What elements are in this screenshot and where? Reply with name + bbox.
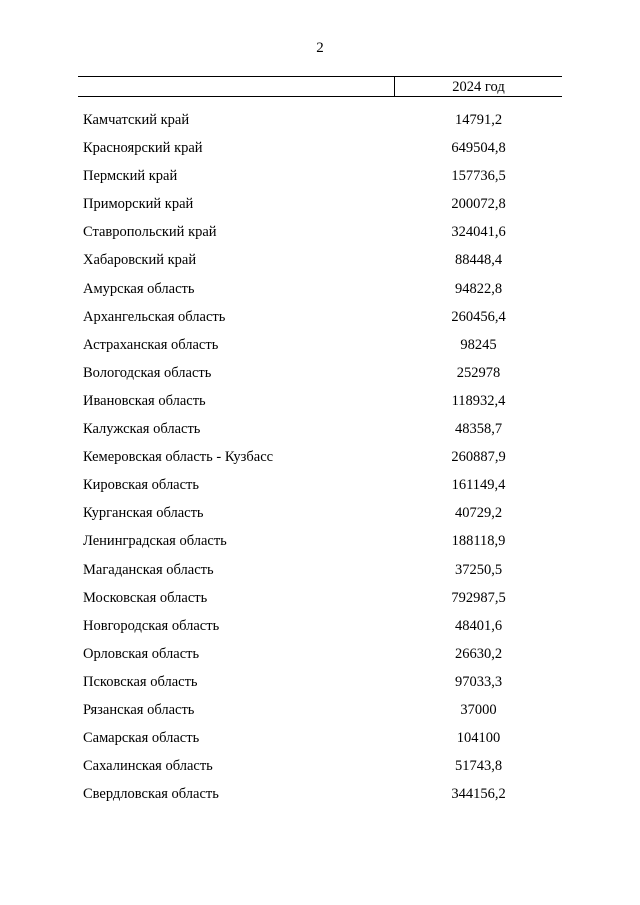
table-row xyxy=(0,417,640,445)
region-value: 260887,9 xyxy=(451,449,506,466)
region-value: 51743,8 xyxy=(454,758,503,775)
region-value: 324041,6 xyxy=(451,224,506,241)
table-row xyxy=(0,642,640,670)
region-value: 37000 xyxy=(460,701,497,718)
year-column-header: 2024 год xyxy=(452,79,505,95)
region-name: Архангельская область xyxy=(83,308,226,325)
region-name: Пермский край xyxy=(83,168,178,185)
region-value: 97033,3 xyxy=(454,673,503,690)
table-row xyxy=(0,361,640,389)
region-value: 792987,5 xyxy=(451,589,506,606)
table-body xyxy=(0,108,640,810)
region-name: Магаданская область xyxy=(83,561,214,578)
table-row xyxy=(0,333,640,361)
region-name: Ленинградская область xyxy=(83,533,227,550)
table-row xyxy=(0,277,640,305)
region-name: Красноярский край xyxy=(83,140,203,157)
table-row xyxy=(0,754,640,782)
region-value: 161149,4 xyxy=(451,477,506,494)
region-value: 157736,5 xyxy=(451,168,506,185)
region-value: 344156,2 xyxy=(451,786,506,803)
table-row xyxy=(0,248,640,276)
table-row xyxy=(0,220,640,248)
table-row xyxy=(0,558,640,586)
region-name: Новгородская область xyxy=(83,617,220,634)
region-value: 48401,6 xyxy=(454,617,503,634)
region-name: Свердловская область xyxy=(83,786,219,803)
region-name: Калужская область xyxy=(83,421,201,438)
region-name: Астраханская область xyxy=(83,336,219,353)
region-name: Сахалинская область xyxy=(83,758,213,775)
table-header xyxy=(78,76,562,97)
region-name: Курганская область xyxy=(83,505,204,522)
region-value: 188118,9 xyxy=(451,533,506,550)
region-value: 88448,4 xyxy=(454,252,503,269)
region-value: 48358,7 xyxy=(454,421,503,438)
table-row xyxy=(0,698,640,726)
region-name: Приморский край xyxy=(83,196,194,213)
region-value: 118932,4 xyxy=(451,392,506,409)
region-name: Кемеровская область - Кузбасс xyxy=(83,449,274,466)
region-name: Ставропольский край xyxy=(83,224,217,241)
table-row xyxy=(0,586,640,614)
table-row xyxy=(0,670,640,698)
region-value: 40729,2 xyxy=(454,505,503,522)
table-row xyxy=(0,305,640,333)
region-name: Московская область xyxy=(83,589,208,606)
region-value: 37250,5 xyxy=(454,561,503,578)
region-name: Самарская область xyxy=(83,730,200,747)
region-name: Псковская область xyxy=(83,673,198,690)
page-number: 2 xyxy=(316,40,324,56)
table-row xyxy=(0,108,640,136)
region-value: 26630,2 xyxy=(454,645,503,662)
table-row xyxy=(0,164,640,192)
table-row xyxy=(0,445,640,473)
table-row xyxy=(0,726,640,754)
table-row xyxy=(0,136,640,164)
region-value: 94822,8 xyxy=(454,280,503,297)
table-row xyxy=(0,389,640,417)
region-value: 649504,8 xyxy=(451,140,506,157)
region-name: Вологодская область xyxy=(83,364,212,381)
table-row xyxy=(0,529,640,557)
region-name: Хабаровский край xyxy=(83,252,197,269)
region-value: 98245 xyxy=(460,336,497,353)
region-value: 104100 xyxy=(456,730,501,747)
region-name: Рязанская область xyxy=(83,701,195,718)
region-value: 252978 xyxy=(456,364,501,381)
region-value: 200072,8 xyxy=(451,196,506,213)
region-name: Ивановская область xyxy=(83,392,206,409)
region-name: Орловская область xyxy=(83,645,200,662)
table-row xyxy=(0,473,640,501)
region-name: Кировская область xyxy=(83,477,200,494)
region-value: 14791,2 xyxy=(454,112,503,128)
table-row xyxy=(0,782,640,810)
region-value: 260456,4 xyxy=(451,308,506,325)
region-name: Камчатский край xyxy=(83,112,190,128)
table-row xyxy=(0,614,640,642)
region-name: Амурская область xyxy=(83,280,195,297)
table-row xyxy=(0,501,640,529)
table-row xyxy=(0,192,640,220)
